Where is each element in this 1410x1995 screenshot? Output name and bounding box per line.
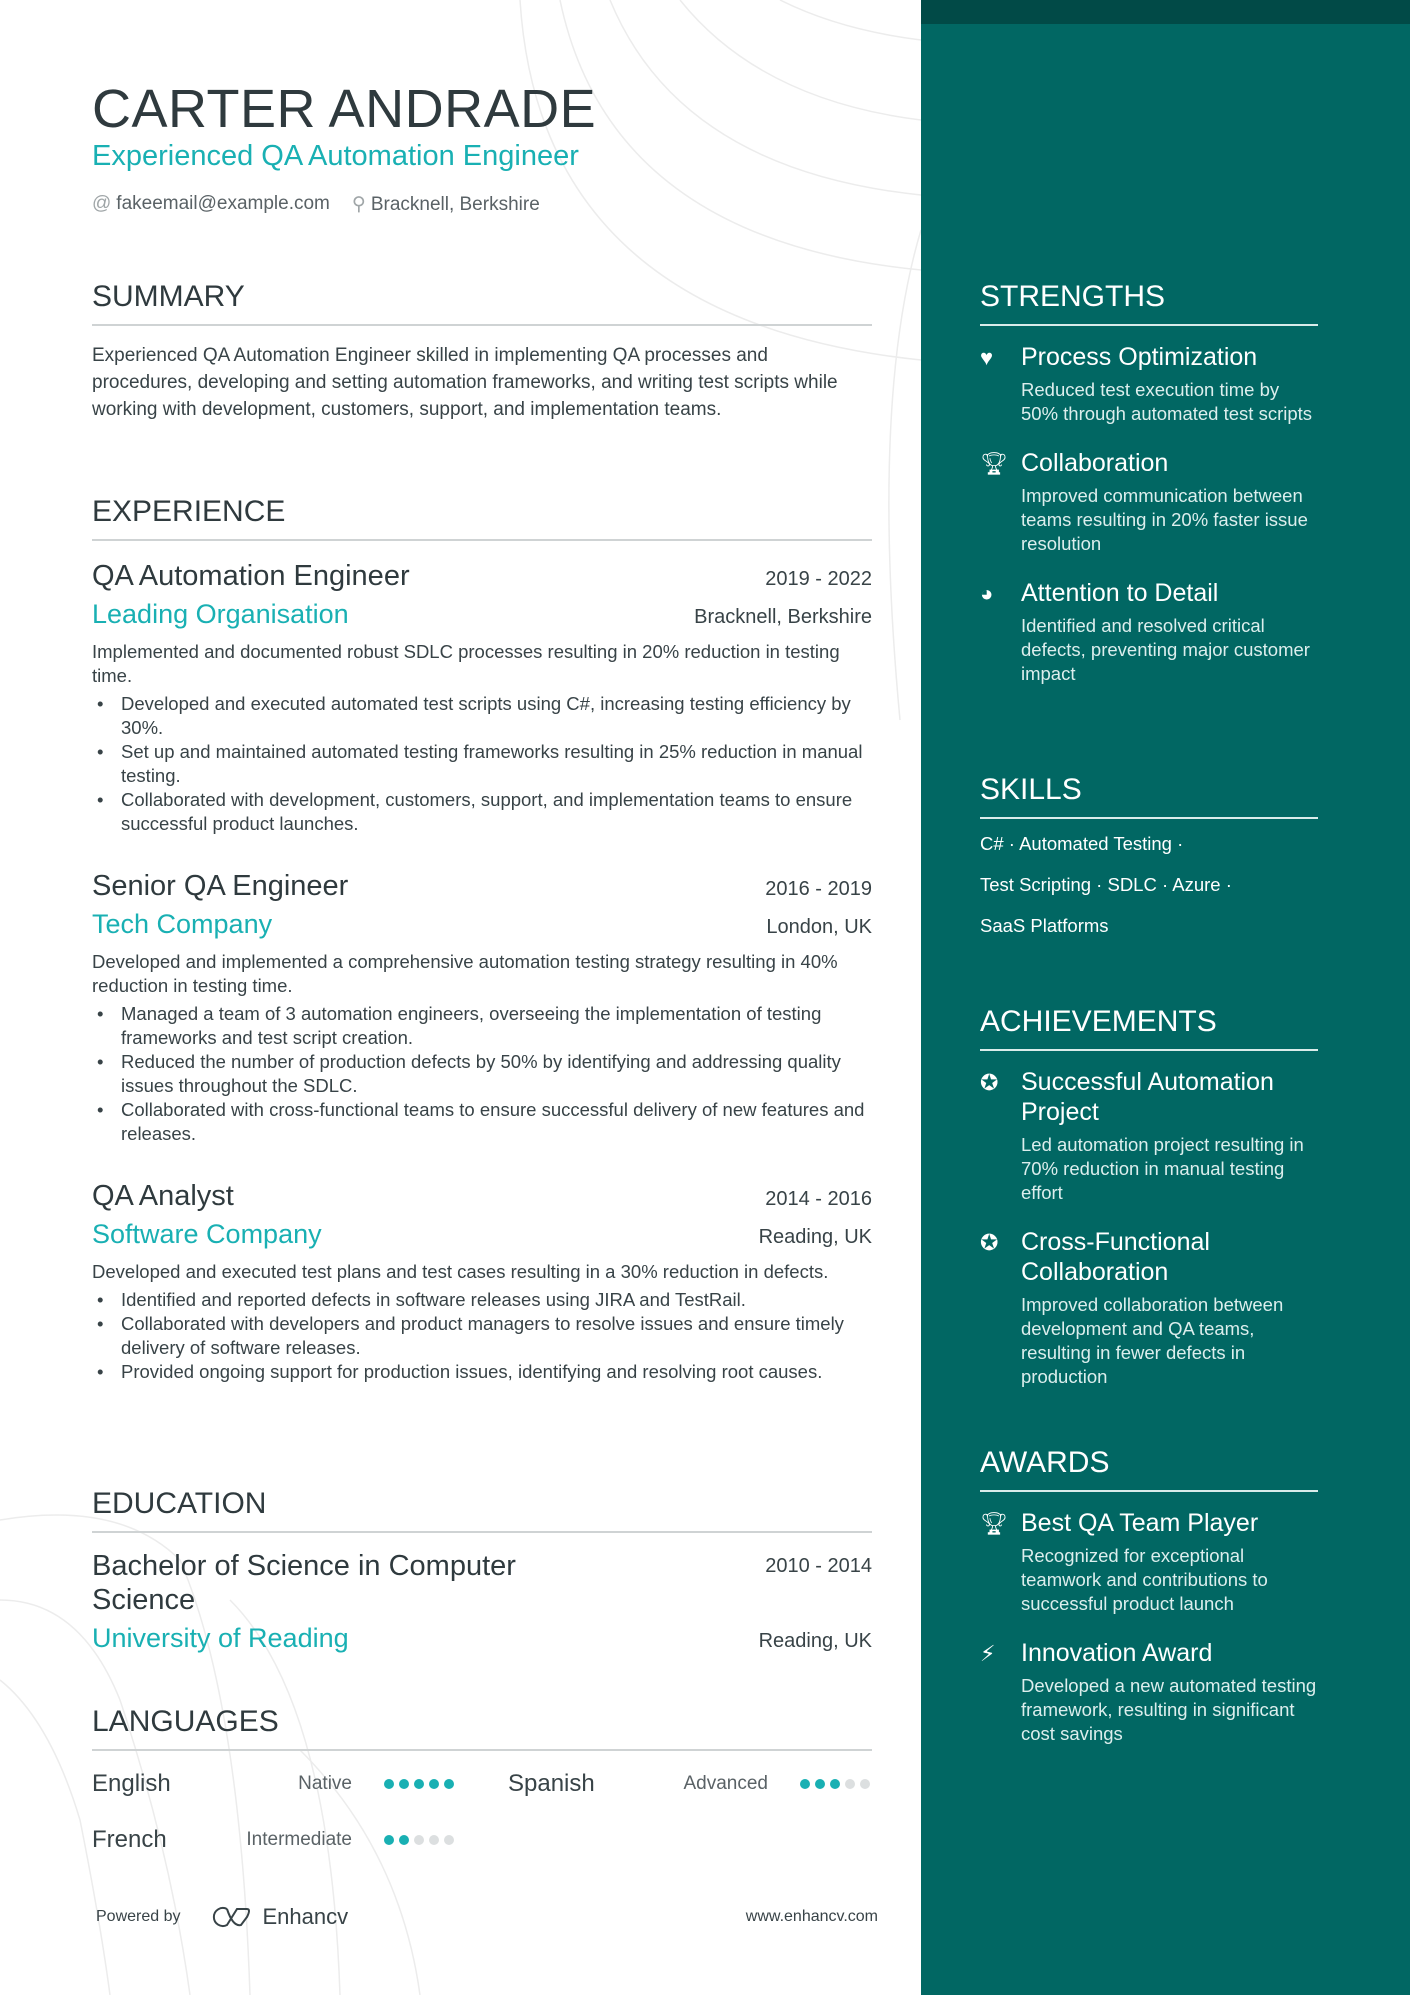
candidate-title: Experienced QA Automation Engineer xyxy=(92,140,579,172)
item-description: Reduced test execution time by 50% through automated test scripts xyxy=(1021,379,1313,424)
language-rating xyxy=(800,1779,870,1789)
job-dates: 2019 - 2022 xyxy=(765,568,872,590)
language-level: Advanced xyxy=(683,1773,768,1794)
language-name: English xyxy=(92,1770,171,1797)
job-entry xyxy=(92,1180,872,1384)
medal-icon: ✪ xyxy=(980,1070,999,1095)
email[interactable] xyxy=(92,193,330,216)
magic-wand-icon: ⚡︎ xyxy=(980,1641,996,1666)
summary-section xyxy=(92,280,872,423)
contact-info xyxy=(92,193,540,216)
bullet-item: • Identified and reported defects in software releases using JIRA and TestRail. xyxy=(92,1288,872,1312)
job-location: London, UK xyxy=(766,916,872,938)
item-title: Innovation Award xyxy=(1021,1639,1213,1667)
enhancv-logo-icon xyxy=(207,1905,253,1929)
education-location: Reading, UK xyxy=(758,1630,872,1652)
item-title: Best QA Team Player xyxy=(1021,1509,1259,1537)
item-title: Attention to Detail xyxy=(1021,579,1219,607)
job-description: Developed and executed test plans and test cases resulting in a 30% reduction in defects. xyxy=(92,1261,829,1282)
achievements-item xyxy=(980,1067,1318,1205)
education-section xyxy=(92,1487,872,1654)
rating-dot xyxy=(399,1835,409,1845)
job-title: QA Analyst xyxy=(92,1180,234,1212)
footer xyxy=(96,1904,878,1930)
rating-dot xyxy=(414,1835,424,1845)
rating-dot xyxy=(384,1835,394,1845)
sidebar xyxy=(921,0,1410,1995)
languages-section xyxy=(92,1705,872,1767)
job-title: QA Automation Engineer xyxy=(92,560,410,592)
awards-item xyxy=(980,1638,1318,1746)
item-description: Improved communication between teams resulting in 20% faster issue resolution xyxy=(1021,485,1308,554)
company-name: Leading Organisation xyxy=(92,599,349,629)
bullet-item: • Managed a team of 3 automation engineers, overseeing the implementation of testing frameworks and test script creation. xyxy=(92,1002,872,1050)
item-description: Recognized for exceptional teamwork and contributions to successful product launch xyxy=(1021,1545,1268,1614)
language-rating xyxy=(384,1779,454,1789)
rating-dot xyxy=(444,1835,454,1845)
bullet-item: • Reduced the number of production defects by 50% by identifying and addressing quality issues throughout the SDLC. xyxy=(92,1050,872,1098)
powered-by-label: Powered by xyxy=(96,1908,181,1925)
job-dates: 2014 - 2016 xyxy=(765,1188,872,1210)
language-item xyxy=(508,1770,870,1798)
strengths-section xyxy=(980,280,1318,708)
job-entry xyxy=(92,560,872,836)
brand-name: Enhancv xyxy=(262,1904,349,1929)
bullet-item: • Developed and executed automated test scripts using C#, increasing testing efficiency by 30%. xyxy=(92,692,872,740)
rating-dot xyxy=(414,1779,424,1789)
language-rating xyxy=(384,1835,454,1845)
skills-line: Test Scripting · SDLC · Azure · xyxy=(980,874,1232,895)
rating-dot xyxy=(830,1779,840,1789)
skills-line: C# · Automated Testing · xyxy=(980,833,1184,854)
brain-icon: ◕ xyxy=(980,581,994,606)
section-heading: LANGUAGES xyxy=(92,1705,872,1751)
item-title: Process Optimization xyxy=(1021,343,1258,371)
awards-item xyxy=(980,1508,1318,1616)
rating-dot xyxy=(429,1779,439,1789)
job-bullets xyxy=(92,692,872,836)
item-description: Led automation project resulting in 70% reduction in manual testing effort xyxy=(1021,1134,1304,1203)
job-description: Developed and implemented a comprehensive automation testing strategy resulting in 40% reduction in testing time. xyxy=(92,951,838,996)
section-heading: ACHIEVEMENTS xyxy=(980,1005,1318,1051)
bullet-item: • Collaborated with cross-functional teams to ensure successful delivery of new features and releases. xyxy=(92,1098,872,1146)
item-description: Identified and resolved critical defects, preventing major customer impact xyxy=(1021,615,1310,684)
email-text: fakeemail@example.com xyxy=(116,193,330,214)
summary-text: Experienced QA Automation Engineer skilled in implementing QA processes and procedures, developing and setting automation frameworks, and writing test scripts while working with development, customers, support, and implementation teams. xyxy=(92,345,838,420)
trophy-icon: 🏆︎ xyxy=(980,451,1008,476)
item-title: Successful Automation Project xyxy=(1021,1068,1274,1126)
skills-section xyxy=(980,773,1318,946)
strengths-item xyxy=(980,578,1318,686)
rating-dot xyxy=(429,1835,439,1845)
job-description: Implemented and documented robust SDLC processes resulting in 20% reduction in testing time. xyxy=(92,641,840,686)
job-entry xyxy=(92,870,872,1146)
job-bullets xyxy=(92,1002,872,1146)
job-title: Senior QA Engineer xyxy=(92,870,349,902)
job-location: Reading, UK xyxy=(758,1226,872,1248)
education-dates: 2010 - 2014 xyxy=(765,1555,872,1577)
website-link[interactable]: www.enhancv.com xyxy=(745,1908,878,1925)
awards-section xyxy=(980,1446,1318,1768)
enhancv-logo[interactable] xyxy=(207,1904,349,1930)
degree: Bachelor of Science in Computer Science xyxy=(92,1550,516,1616)
bullet-item: • Collaborated with developers and product managers to resolve issues and ensure timely delivery of software releases. xyxy=(92,1312,872,1360)
language-item xyxy=(92,1826,454,1854)
strengths-item xyxy=(980,342,1318,426)
section-heading: SUMMARY xyxy=(92,280,872,326)
job-bullets xyxy=(92,1288,872,1384)
strengths-item xyxy=(980,448,1318,556)
skills-line: SaaS Platforms xyxy=(980,915,1109,936)
rating-dot xyxy=(845,1779,855,1789)
company-name: Tech Company xyxy=(92,909,273,939)
section-heading: STRENGTHS xyxy=(980,280,1318,326)
rating-dot xyxy=(815,1779,825,1789)
item-description: Improved collaboration between development and QA teams, resulting in fewer defects in production xyxy=(1021,1294,1284,1387)
job-dates: 2016 - 2019 xyxy=(765,878,872,900)
sidebar-top-band xyxy=(921,0,1410,24)
medal-icon: ✪ xyxy=(980,1230,999,1255)
achievements-section xyxy=(980,1005,1318,1411)
rating-dot xyxy=(860,1779,870,1789)
language-name: French xyxy=(92,1826,167,1853)
rating-dot xyxy=(444,1779,454,1789)
section-heading: AWARDS xyxy=(980,1446,1318,1492)
location-pin-icon: ⚲ xyxy=(351,194,366,215)
bullet-item: • Set up and maintained automated testing frameworks resulting in 25% reduction in manual testing. xyxy=(92,740,872,788)
trophy-icon: 🏆︎ xyxy=(980,1511,1008,1536)
heart-icon: ♥ xyxy=(980,345,994,370)
item-title: Cross-Functional Collaboration xyxy=(1021,1228,1210,1286)
rating-dot xyxy=(384,1779,394,1789)
item-description: Developed a new automated testing framework, resulting in significant cost savings xyxy=(1021,1675,1317,1744)
experience-section xyxy=(92,495,872,557)
language-level: Intermediate xyxy=(246,1829,352,1850)
location-text: Bracknell, Berkshire xyxy=(370,194,540,215)
bullet-item: • Provided ongoing support for production issues, identifying and resolving root causes. xyxy=(92,1360,872,1384)
location xyxy=(352,193,540,216)
job-location: Bracknell, Berkshire xyxy=(694,606,872,628)
candidate-name: CARTER ANDRADE xyxy=(92,79,597,139)
section-heading: EDUCATION xyxy=(92,1487,872,1533)
language-level: Native xyxy=(298,1773,352,1794)
school: University of Reading xyxy=(92,1623,349,1653)
rating-dot xyxy=(399,1779,409,1789)
section-heading: SKILLS xyxy=(980,773,1318,819)
at-icon: @ xyxy=(92,193,112,214)
achievements-item xyxy=(980,1227,1318,1389)
company-name: Software Company xyxy=(92,1219,322,1249)
section-heading: EXPERIENCE xyxy=(92,495,872,541)
item-title: Collaboration xyxy=(1021,449,1169,477)
rating-dot xyxy=(800,1779,810,1789)
language-item xyxy=(92,1770,454,1798)
language-name: Spanish xyxy=(508,1770,595,1797)
bullet-item: • Collaborated with development, customers, support, and implementation teams to ensure successful product launches. xyxy=(92,788,872,836)
